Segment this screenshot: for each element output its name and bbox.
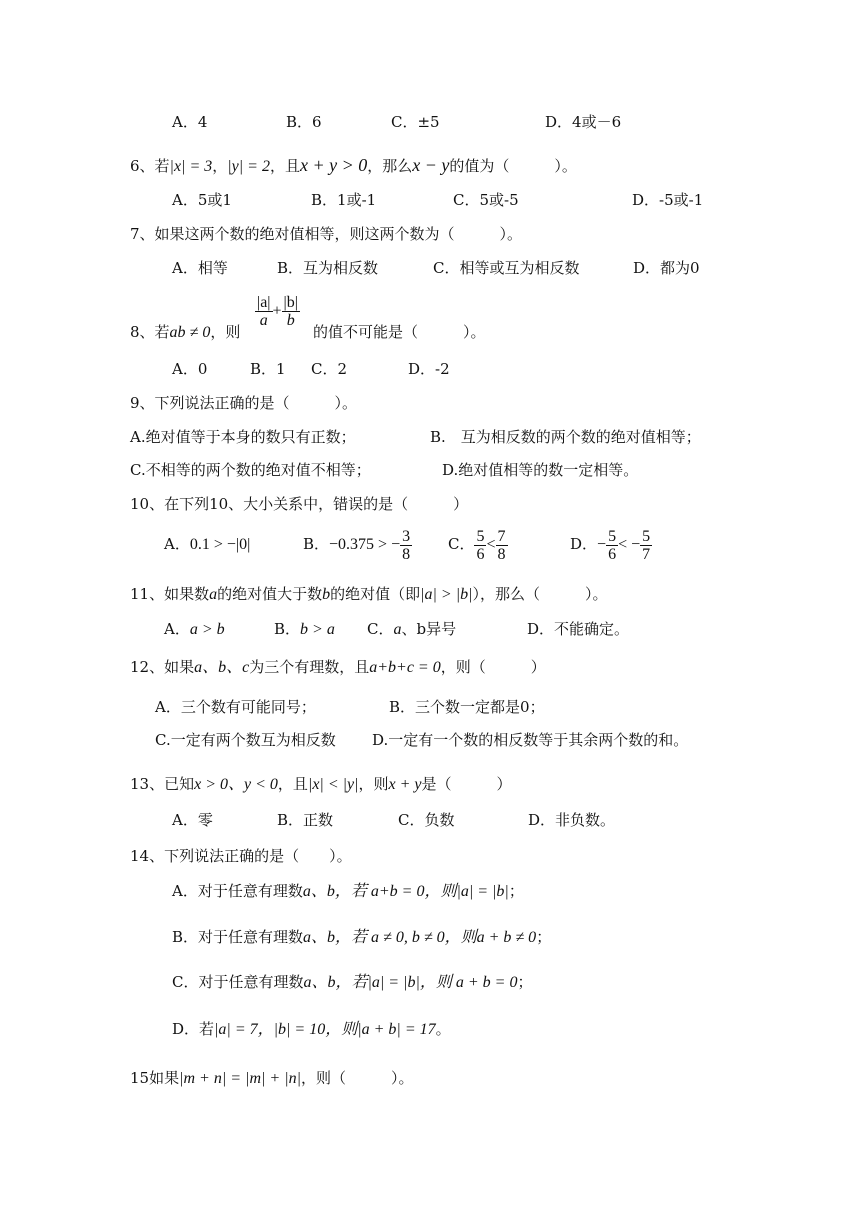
q8-option-b: B．1 [250,360,286,378]
q6-math-4: x − y [412,155,450,175]
q12-option-d: D.一定有一个数的相反数等于其余两个数的和。 [372,731,689,749]
q6-option-d: D．-5或-1 [632,191,704,209]
q5-option-a: A．4 [172,113,208,131]
q13-math-3: x + y [388,776,422,793]
q9-stem: 9、下列说法正确的是（ ）。 [130,394,358,412]
q9-option-c: C.不相等的两个数的绝对值不相等； [130,461,371,479]
q9-option-a: A.绝对值等于本身的数只有正数； [130,428,356,446]
q8-expression: $\frac{|a|}{a}$ + $\frac{|b|}{b}$ [257,294,298,329]
q11-math: |a| > |b| [420,586,473,603]
q11-option-c: C．a、b异号 [367,620,457,638]
q14-option-d: D．若|a| = 7，|b| = 10，则|a + b| = 17。 [172,1020,451,1038]
q11-option-b: B．b > a [274,620,335,638]
q10-option-d: D．− $\frac{5}{6}$ < − $\frac{5}{7}$ [570,527,651,563]
q10-option-c: C． $\frac{5}{6}$ < $\frac{7}{8}$ [448,527,506,563]
q13-option-a: A．零 [172,811,213,829]
q8-math-1: ab ≠ 0 [169,324,211,341]
q8-option-d: D．-2 [408,360,450,378]
q14-option-c: C．对于任意有理数a、b，若|a| = |b|，则 a + b = 0； [172,973,533,991]
q13-option-b: B．正数 [277,811,334,829]
q6-option-c: C．5或-5 [453,191,519,209]
q13-math-1: x > 0、y < 0 [194,776,278,793]
q6-option-a: A．5或1 [172,191,232,209]
q7-option-a: A．相等 [172,259,228,277]
q10-option-a: A．0.1 > −|0| [164,535,251,553]
q6-option-b: B．1或-1 [311,191,377,209]
q11-option-d: D．不能确定。 [527,620,630,638]
q11-stem: 11、如果数a的绝对值大于数b的绝对值（即|a| > |b|），那么（ ）。 [130,585,608,603]
q13-option-c: C．负数 [398,811,455,829]
q6-stem: 6、若|x| = 3，|y| = 2，且x + y > 0，那么x − y的值为（ ）。 [130,155,577,175]
q5-option-b: B．6 [286,113,322,131]
q12-option-c: C.一定有两个数互为相反数 [155,731,336,749]
q10-option-b: B．−0.375 > − $\frac{3}{8}$ [303,527,411,563]
q13-math-2: |x| < |y| [307,776,359,793]
q13-option-d: D．非负数。 [528,811,616,829]
q15-stem: 15如果|m + n| = |m| + |n|，则（ ）。 [130,1069,414,1087]
q12-option-b: B．三个数一定都是0； [389,698,545,716]
q9-option-b: B. 互为相反数的两个数的绝对值相等； [430,428,701,446]
q7-option-d: D．都为0 [633,259,700,277]
q11-option-a: A．a > b [164,620,225,638]
q5-option-c: C．±5 [391,113,440,131]
q15-math: |m + n| = |m| + |n| [179,1070,301,1087]
q8-frac-b: $\frac{|b|}{b}$ [283,294,298,329]
q8-frac-a: $\frac{|a|}{a}$ [257,294,271,329]
q8-stem: 8、若ab ≠ 0，则 [130,323,241,341]
q7-option-b: B．互为相反数 [277,259,379,277]
q8-option-c: C．2 [311,360,348,378]
q14-option-b: B．对于任意有理数a、b，若 a ≠ 0, b ≠ 0，则a + b ≠ 0； [172,928,552,946]
q8-stem-tail: 的值不可能是（ ）。 [313,323,486,341]
q12-option-a: A．三个数有可能同号； [155,698,316,716]
q6-math-3: x + y > 0 [299,155,368,175]
q9-option-d: D.绝对值相等的数一定相等。 [442,461,639,479]
q6-math-1: |x| = 3 [169,158,213,175]
q8-option-a: A．0 [172,360,208,378]
q5-option-d: D．4或－6 [545,113,622,131]
q7-option-c: C．相等或互为相反数 [433,259,580,277]
q14-option-a: A．对于任意有理数a、b，若 a+b = 0，则|a| = |b|； [172,882,524,900]
q12-stem: 12、如果a、b、c为三个有理数，且a+b+c = 0，则（ ） [130,658,546,676]
q10-stem: 10、在下列10、大小关系中，错误的是（ ） [130,495,469,513]
q6-math-2: |y| = 2 [227,158,270,175]
q12-math: a+b+c = 0 [369,659,441,676]
q7-stem: 7、如果这两个数的绝对值相等，则这两个数为（ ）。 [130,225,523,243]
q13-stem: 13、已知x > 0、y < 0，且|x| < |y|，则x + y是（ ） [130,775,512,793]
q14-stem: 14、下列说法正确的是（ ）。 [130,847,352,865]
